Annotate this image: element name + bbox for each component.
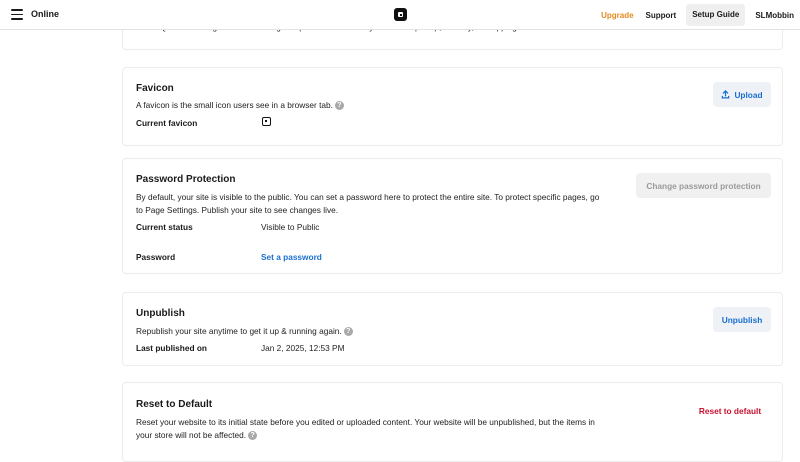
upgrade-link[interactable]: Upgrade: [601, 10, 634, 20]
reset-to-default-button[interactable]: Reset to default: [698, 405, 762, 416]
square-logo-icon[interactable]: [394, 8, 407, 21]
change-password-protection-button[interactable]: Change password protection: [636, 173, 771, 198]
favicon-title: Favicon: [136, 83, 174, 94]
favicon-card: [122, 67, 783, 146]
reset-to-default-card: [122, 382, 783, 462]
set-password-link[interactable]: Set a password: [261, 252, 322, 262]
hamburger-menu-icon[interactable]: [11, 9, 23, 20]
unpublish-card: [122, 292, 783, 366]
current-status-label: Current status: [136, 222, 193, 232]
favicon-description: A favicon is the small icon users see in a browser tab. ?: [136, 99, 606, 112]
upload-button[interactable]: Upload: [713, 82, 771, 107]
setup-guide-button[interactable]: Setup Guide: [686, 4, 745, 26]
top-navigation-bar: [0, 0, 800, 30]
password-protection-title: Password Protection: [136, 174, 236, 185]
unpublish-button[interactable]: Unpublish: [713, 307, 771, 332]
unpublish-title: Unpublish: [136, 308, 185, 319]
current-favicon-icon: [262, 117, 271, 126]
account-menu[interactable]: SLMobbin: [755, 10, 794, 20]
unpublish-description: Republish your site anytime to get it up & running again. ?: [136, 325, 606, 338]
password-label: Password: [136, 252, 176, 262]
help-icon[interactable]: ?: [344, 327, 353, 336]
current-favicon-label: Current favicon: [136, 118, 198, 128]
current-status-value: Visible to Public: [261, 222, 320, 232]
top-nav-links: [595, 0, 800, 30]
support-link[interactable]: Support: [645, 10, 677, 20]
reset-title: Reset to Default: [136, 399, 213, 410]
password-protection-description: By default, your site is visible to the public. You can set a password here to protect the entire site. To protect specific pages, go to Page Settings. Publish your site to see changes live.: [136, 192, 600, 215]
help-icon[interactable]: ?: [335, 101, 344, 110]
upload-icon: [721, 90, 730, 99]
help-icon[interactable]: ?: [248, 431, 257, 440]
reset-description: Reset your website to its initial state before you edited or uploaded content. Your website will be unpublished, but the items in your store will not be affected. ?: [136, 417, 595, 440]
last-published-label: Last published on: [136, 343, 207, 353]
section-label: Online: [31, 9, 60, 19]
last-published-value: Jan 2, 2025, 12:53 PM: [261, 343, 345, 353]
password-protection-card: [122, 158, 783, 274]
